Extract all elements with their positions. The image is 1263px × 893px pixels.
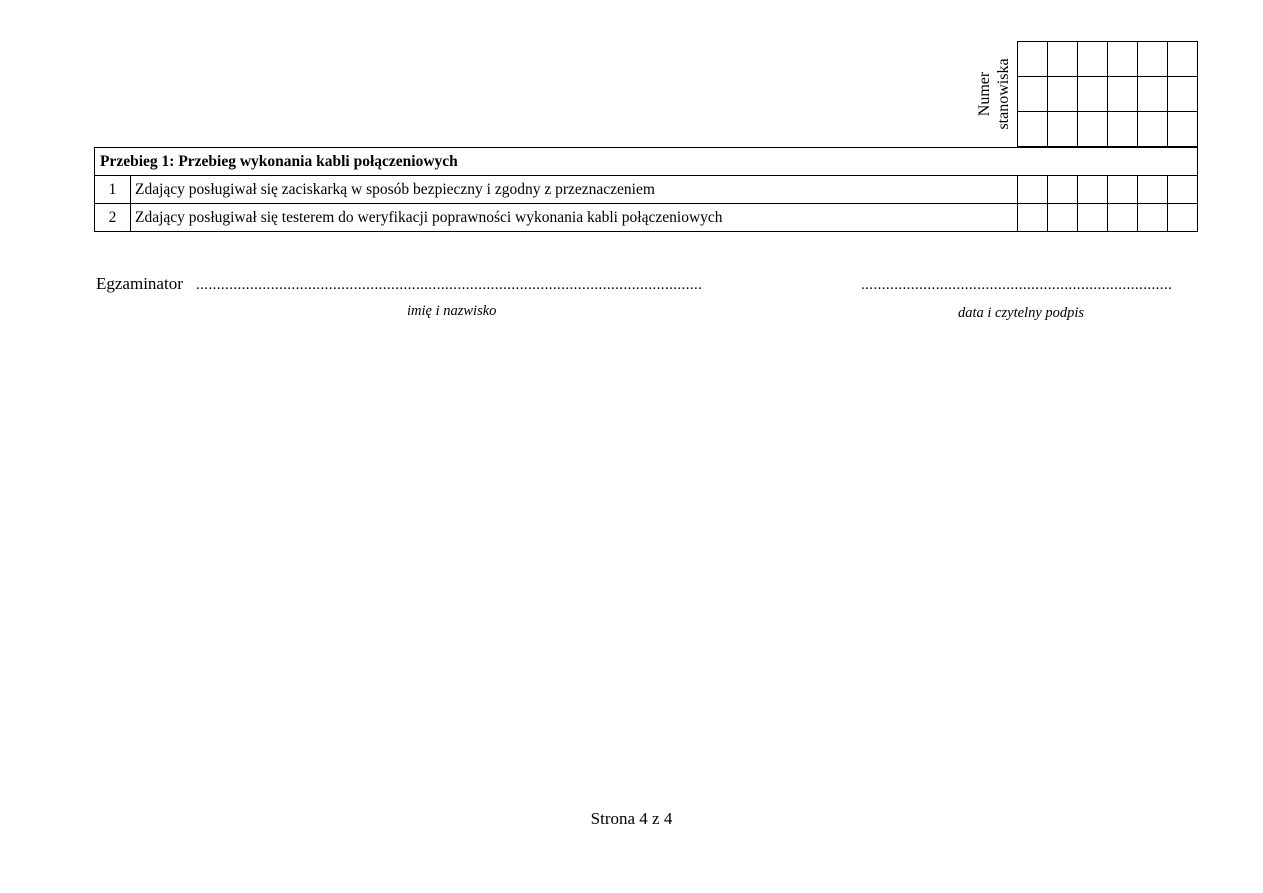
row-number: 2 — [95, 204, 131, 232]
station-label-line1: Numer — [976, 71, 993, 117]
station-digit-cell[interactable] — [1018, 42, 1048, 77]
station-grid-row — [1018, 112, 1198, 147]
table-row — [95, 176, 1198, 204]
signature-caption: data i czytelny podpis — [958, 305, 1085, 321]
assessment-table — [94, 147, 1198, 232]
station-digit-cell[interactable] — [1018, 77, 1048, 112]
score-cell[interactable] — [1138, 204, 1168, 232]
station-digit-cell[interactable] — [1048, 42, 1078, 77]
score-cell[interactable] — [1168, 204, 1198, 232]
station-digit-cell[interactable] — [1018, 112, 1048, 147]
station-digit-cell[interactable] — [1138, 77, 1168, 112]
station-label-line2: stanowiska — [995, 58, 1012, 130]
station-digit-cell[interactable] — [1108, 112, 1138, 147]
station-digit-cell[interactable] — [1048, 112, 1078, 147]
score-cell[interactable] — [1018, 204, 1048, 232]
score-cell[interactable] — [1048, 204, 1078, 232]
score-cell[interactable] — [1018, 176, 1048, 204]
score-cell[interactable] — [1048, 176, 1078, 204]
station-digit-cell[interactable] — [1168, 77, 1198, 112]
station-digit-cell[interactable] — [1168, 42, 1198, 77]
station-digit-cell[interactable] — [1108, 77, 1138, 112]
section-header: Przebieg 1: Przebieg wykonania kabli połączeniowych — [95, 148, 1198, 176]
score-cell[interactable] — [1108, 204, 1138, 232]
score-cell[interactable] — [1168, 176, 1198, 204]
section-header-row — [95, 148, 1198, 176]
station-grid-row — [1018, 42, 1198, 77]
station-number-grid — [1017, 41, 1198, 147]
score-cell[interactable] — [1078, 176, 1108, 204]
table-row — [95, 204, 1198, 232]
station-digit-cell[interactable] — [1138, 42, 1168, 77]
station-digit-cell[interactable] — [1078, 112, 1108, 147]
station-number-label — [972, 42, 1016, 146]
criterion-text: Zdający posługiwał się testerem do weryfikacji poprawności wykonania kabli połączeniowych — [131, 204, 1018, 232]
station-digit-cell[interactable] — [1078, 42, 1108, 77]
examiner-label: Egzaminator — [96, 274, 183, 293]
examiner-name-line: .......................................................................................................................... — [196, 277, 703, 293]
row-number: 1 — [95, 176, 131, 204]
name-caption: imię i nazwisko — [407, 303, 497, 319]
page-number: Strona 4 z 4 — [590, 809, 673, 828]
station-grid-row — [1018, 77, 1198, 112]
score-cell[interactable] — [1078, 204, 1108, 232]
station-digit-cell[interactable] — [1048, 77, 1078, 112]
signature-line: ........................................................................... — [861, 277, 1173, 293]
station-digit-cell[interactable] — [1168, 112, 1198, 147]
station-digit-cell[interactable] — [1138, 112, 1168, 147]
station-digit-cell[interactable] — [1108, 42, 1138, 77]
station-digit-cell[interactable] — [1078, 77, 1108, 112]
criterion-text: Zdający posługiwał się zaciskarką w sposób bezpieczny i zgodny z przeznaczeniem — [131, 176, 1018, 204]
score-cell[interactable] — [1138, 176, 1168, 204]
score-cell[interactable] — [1108, 176, 1138, 204]
